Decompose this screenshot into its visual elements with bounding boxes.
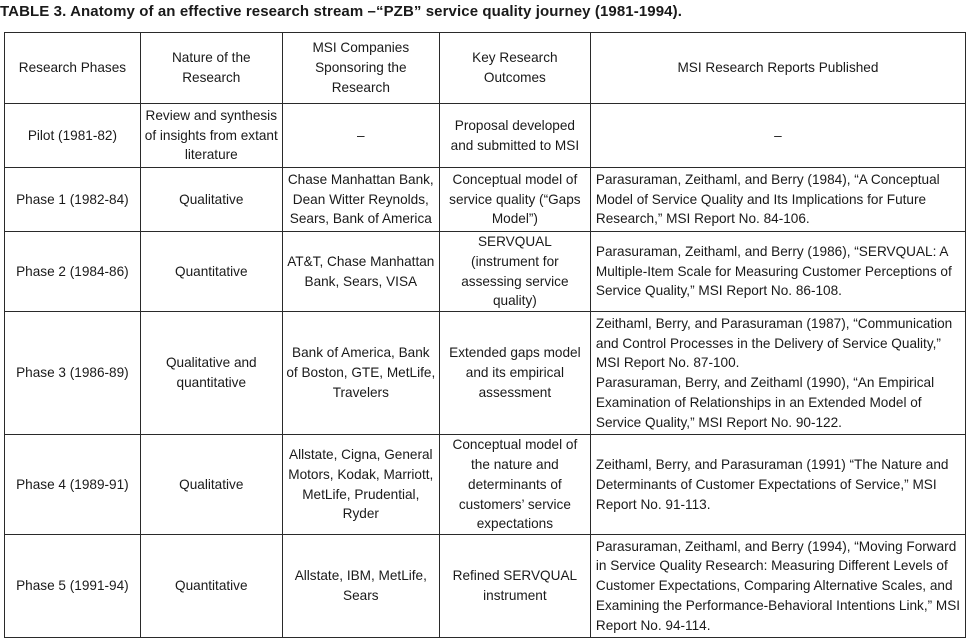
cell-phase: Phase 2 (1984-86) [5, 232, 141, 312]
research-stream-table [4, 32, 966, 638]
cell-phase: Pilot (1981-82) [5, 104, 141, 168]
header-key-outcomes: Key Research Outcomes [439, 33, 590, 104]
cell-companies: Chase Manhattan Bank, Dean Witter Reynolds, Sears, Bank of America [282, 168, 439, 232]
header-row [5, 33, 966, 104]
table-row [5, 435, 966, 535]
cell-companies: Bank of America, Bank of Boston, GTE, MetLife, Travelers [282, 312, 439, 435]
cell-companies: Allstate, Cigna, General Motors, Kodak, Marriott, MetLife, Prudential, Ryder [282, 435, 439, 535]
caption-title: Anatomy of an effective research stream –“PZB” service quality journey (1981-1994). [70, 3, 682, 20]
header-research-phases: Research Phases [5, 33, 141, 104]
cell-outcomes: Conceptual model of the nature and determinants of customers’ service expectations [439, 435, 590, 535]
report-citation: Zeithaml, Berry, and Parasuraman (1987), “Communication and Control Processes in the Delivery of Service Quality,” MSI Report No. 87-100. [595, 315, 953, 371]
header-reports-published: MSI Research Reports Published [590, 33, 965, 104]
cell-companies: Allstate, IBM, MetLife, Sears [282, 535, 439, 638]
cell-companies: – [282, 104, 439, 168]
cell-reports: – [590, 104, 965, 168]
cell-nature: Quantitative [140, 232, 282, 312]
cell-reports: Parasuraman, Zeithaml, and Berry (1986), “SERVQUAL: A Multiple-Item Scale for Measuring Customer Perceptions of Service Quality,” MSI Report No. 86-108. [590, 232, 965, 312]
cell-phase: Phase 5 (1991-94) [5, 535, 141, 638]
cell-reports: Zeithaml, Berry, and Parasuraman (1991) “The Nature and Determinants of Customer Expectations of Service,” MSI Report No. 91-113. [590, 435, 965, 535]
cell-phase: Phase 1 (1982-84) [5, 168, 141, 232]
cell-outcomes: Refined SERVQUAL instrument [439, 535, 590, 638]
table-row [5, 312, 966, 435]
table-caption [0, 2, 968, 22]
cell-companies: AT&T, Chase Manhattan Bank, Sears, VISA [282, 232, 439, 312]
cell-nature: Review and synthesis of insights from extant literature [140, 104, 282, 168]
cell-reports: Parasuraman, Zeithaml, and Berry (1984), “A Conceptual Model of Service Quality and Its Implications for Future Research,” MSI Report No. 84-106. [590, 168, 965, 232]
cell-nature: Qualitative [140, 168, 282, 232]
cell-reports [590, 312, 965, 435]
table-row [5, 168, 966, 232]
cell-reports: Parasuraman, Zeithaml, and Berry (1994), “Moving Forward in Service Quality Research: Measuring Different Levels of Customer Expectations, Comparing Alternative Scales, and Examining the Performance-Behavioral Intentions Link,” MSI Report No. 94-114. [590, 535, 965, 638]
cell-nature: Quantitative [140, 535, 282, 638]
cell-outcomes: Proposal developed and submitted to MSI [439, 104, 590, 168]
cell-phase: Phase 4 (1989-91) [5, 435, 141, 535]
cell-nature: Qualitative [140, 435, 282, 535]
cell-outcomes: Conceptual model of service quality (“Gaps Model”) [439, 168, 590, 232]
header-nature-of-research: Nature of the Research [140, 33, 282, 104]
table-row [5, 535, 966, 638]
cell-phase: Phase 3 (1986-89) [5, 312, 141, 435]
report-citation: Parasuraman, Berry, and Zeithaml (1990), “An Empirical Examination of Relationships in an Extended Model of Service Quality,” MSI Report No. 90-122. [595, 375, 935, 430]
cell-nature: Qualitative and quantitative [140, 312, 282, 435]
caption-label: TABLE 3. [0, 3, 67, 20]
cell-outcomes: SERVQUAL (instrument for assessing service quality) [439, 232, 590, 312]
table-row [5, 232, 966, 312]
header-msi-companies: MSI Companies Sponsoring the Research [282, 33, 439, 104]
cell-outcomes: Extended gaps model and its empirical assessment [439, 312, 590, 435]
table-row [5, 104, 966, 168]
